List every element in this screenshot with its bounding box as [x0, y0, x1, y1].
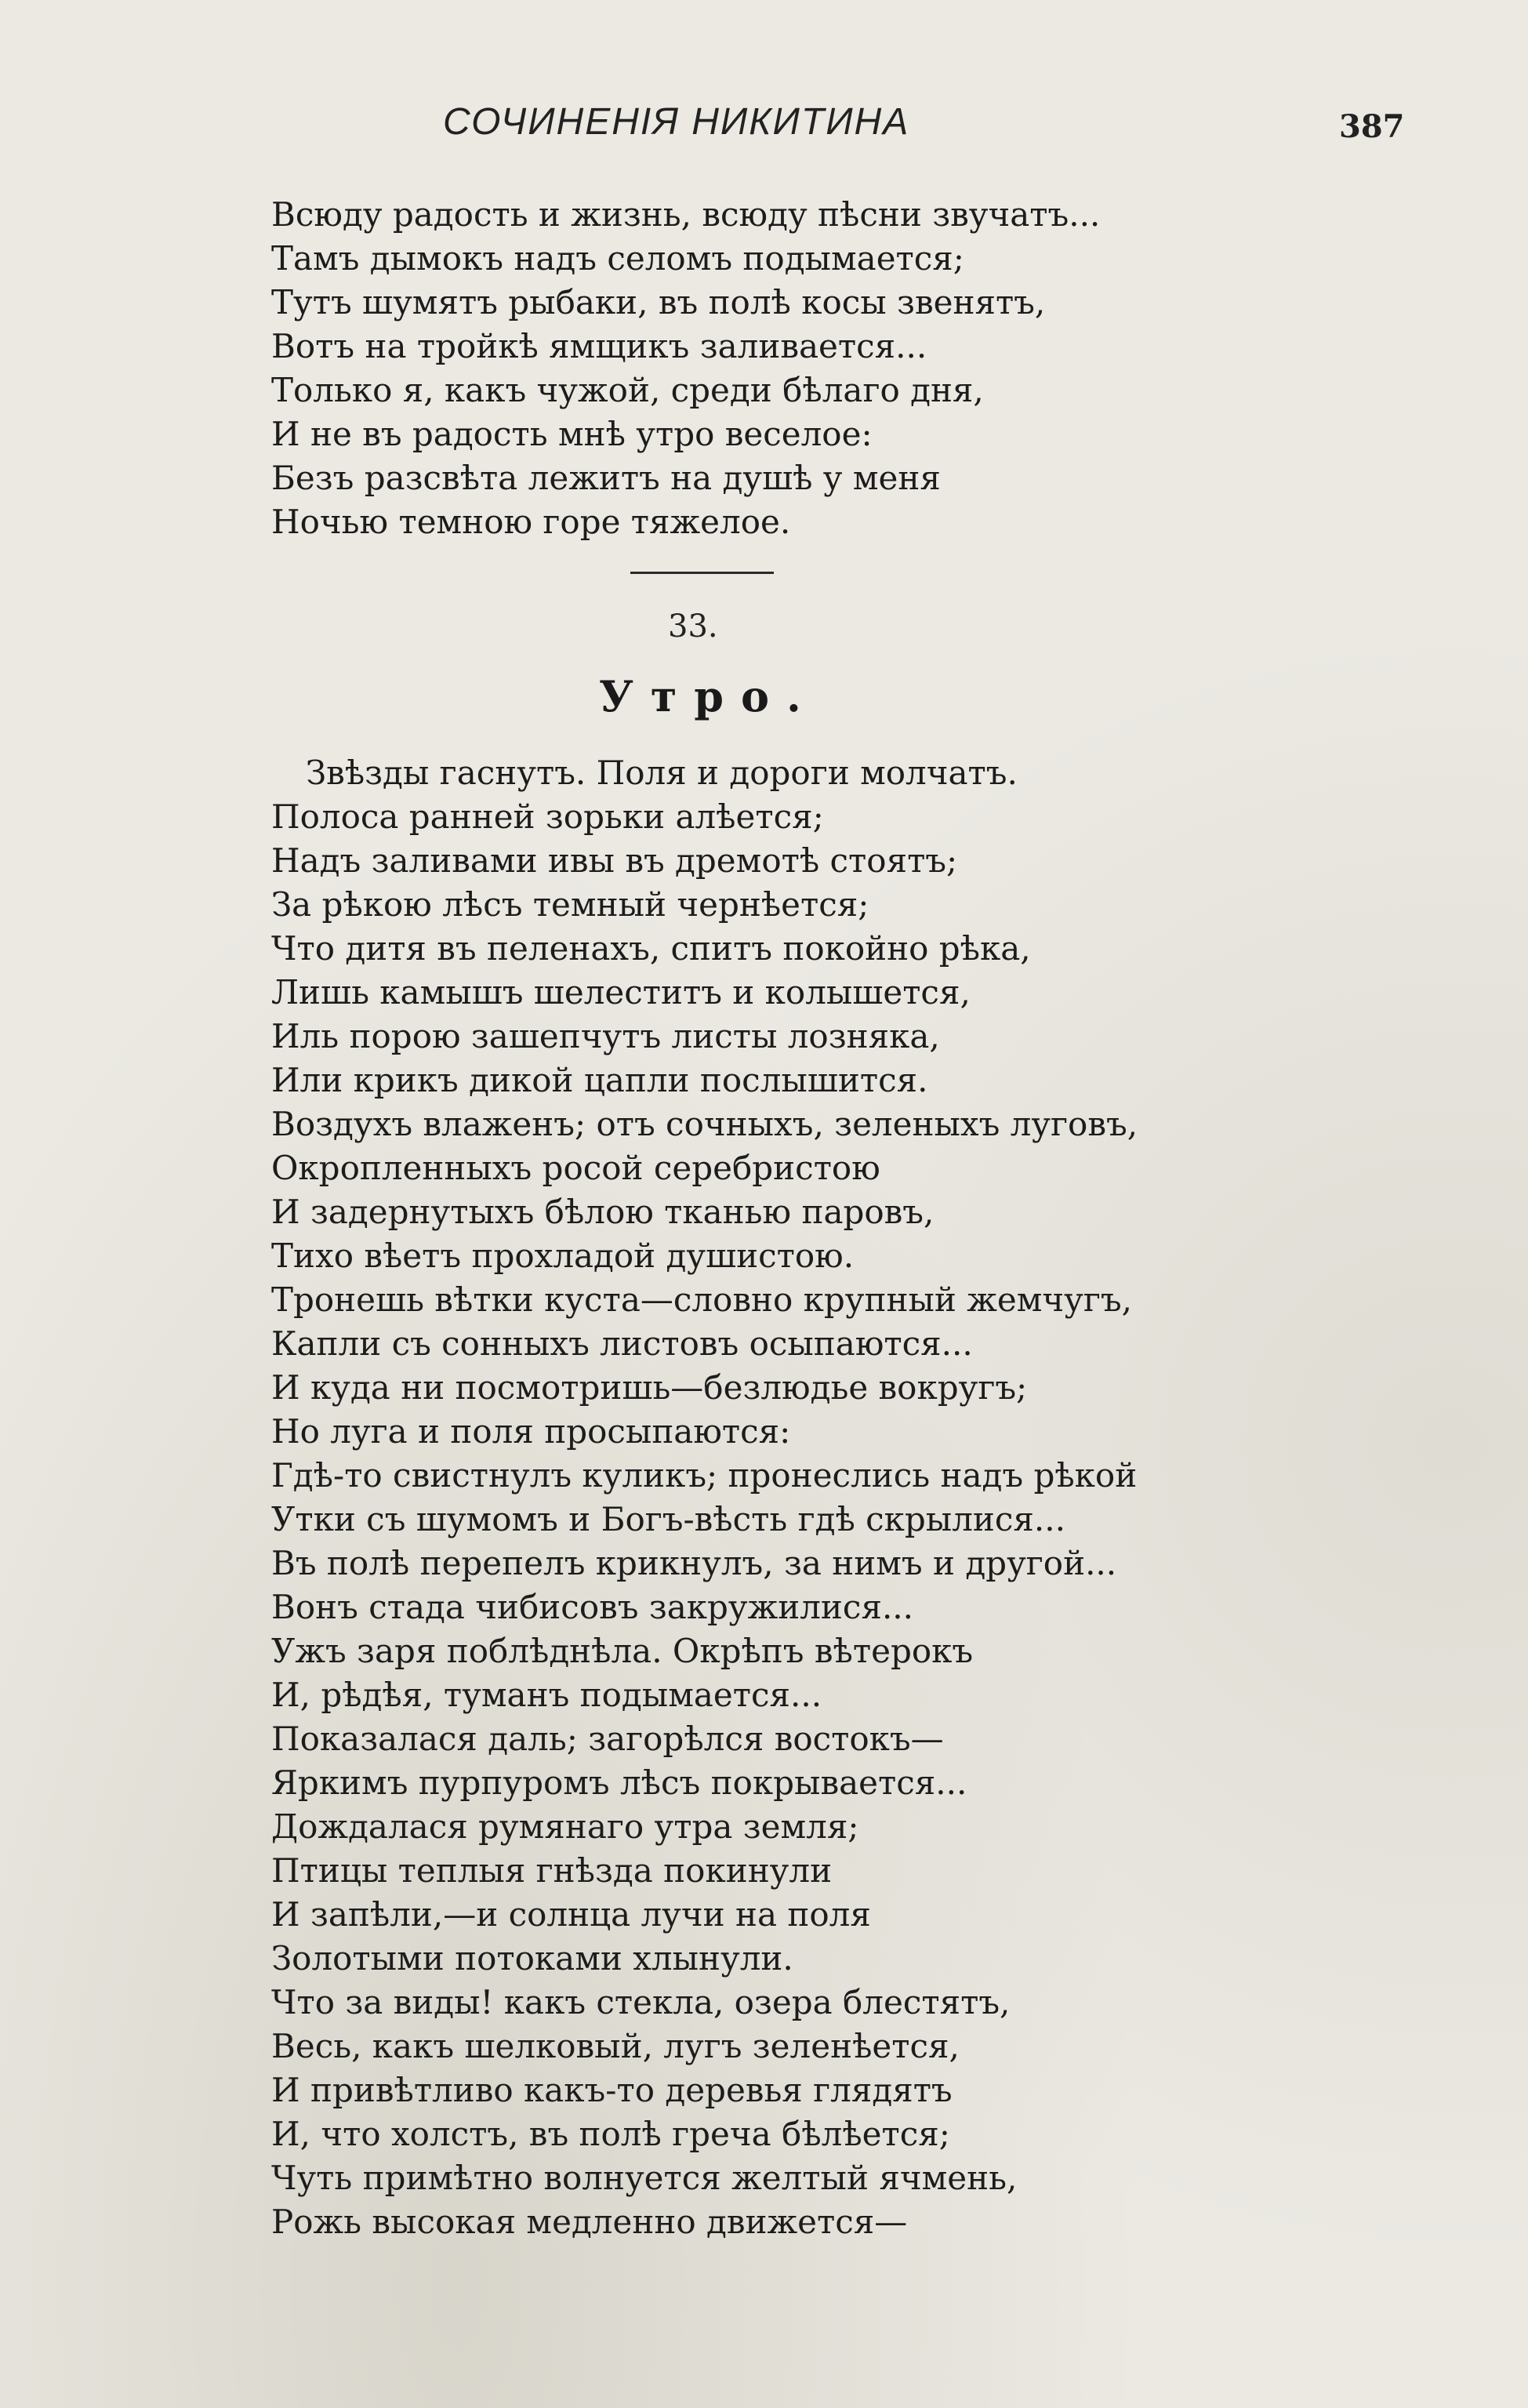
verse-line: Безъ разсвѣта лежитъ на душѣ у меня [271, 459, 941, 497]
verse-line: Тихо вѣетъ прохладой душистою. [271, 1237, 855, 1275]
section-divider [630, 572, 774, 574]
verse-line: Вонъ стада чибисовъ закружилися... [271, 1588, 913, 1626]
verse-line: Ночью темною горе тяжелое. [271, 503, 791, 541]
verse-line: Или крикъ дикой цапли послышится. [271, 1061, 928, 1099]
verse-line: Тамъ дымокъ надъ селомъ подымается; [271, 239, 964, 278]
poem-body [271, 751, 1138, 2244]
verse-line: И, рѣдѣя, туманъ подымается... [271, 1676, 822, 1714]
verse-line: Ужъ заря поблѣднѣла. Окрѣпъ вѣтерокъ [271, 1632, 974, 1670]
verse-line: Весь, какъ шелковый, лугъ зеленѣется, [271, 2027, 960, 2065]
previous-poem-ending [271, 193, 1100, 544]
verse-line: Показалася даль; загорѣлся востокъ— [271, 1720, 944, 1758]
verse-line: Тутъ шумятъ рыбаки, въ полѣ косы звенятъ, [271, 283, 1046, 321]
verse-line: Только я, какъ чужой, среди бѣлаго дня, [271, 371, 984, 409]
verse-line: Полоса ранней зорьки алѣется; [271, 797, 824, 836]
verse-line: И привѣтливо какъ-то деревья глядятъ [271, 2071, 953, 2109]
verse-line: Капли съ сонныхъ листовъ осыпаются... [271, 1324, 973, 1363]
verse-line: Что дитя въ пеленахъ, спитъ покойно рѣка, [271, 929, 1031, 968]
verse-line: Яркимъ пурпуромъ лѣсъ покрывается... [271, 1763, 967, 1802]
verse-line: Окропленныхъ росой серебристою [271, 1149, 880, 1187]
verse-line: Лишь камышъ шелеститъ и колышется, [271, 973, 971, 1012]
verse-line: Дождалася румянаго утра земля; [271, 1807, 859, 1846]
verse-line: И куда ни посмотришь—безлюдье вокругъ; [271, 1368, 1028, 1407]
page-number: 387 [1339, 108, 1405, 145]
verse-line: Всюду радость и жизнь, всюду пѣсни звучатъ... [271, 195, 1101, 234]
verse-line: И запѣли,—и солнца лучи на поля [271, 1895, 871, 1934]
verse-line: Рожь высокая медленно движется— [271, 2203, 908, 2241]
verse-line: Иль порою зашепчутъ листы лозняка, [271, 1017, 940, 1055]
verse-line: Гдѣ-то свистнулъ куликъ; пронеслись надъ рѣкой [271, 1456, 1138, 1495]
verse-line: Звѣзды гаснутъ. Поля и дороги молчатъ. [306, 754, 1018, 792]
verse-line: Въ полѣ перепелъ крикнулъ, за нимъ и другой... [271, 1544, 1117, 1582]
poem-number: 33. [668, 608, 718, 645]
verse-line: Утки съ шумомъ и Богъ-вѣсть гдѣ скрылися... [271, 1500, 1065, 1538]
verse-line: Что за виды! какъ стекла, озера блестятъ, [271, 1983, 1011, 2021]
verse-line: И задернутыхъ бѣлою тканью паровъ, [271, 1193, 935, 1231]
verse-line: Тронешь вѣтки куста—словно крупный жемчугъ, [271, 1280, 1132, 1319]
verse-line: Птицы теплыя гнѣзда покинули [271, 1851, 833, 1890]
poem-title: Утро. [599, 671, 818, 721]
running-title: СОЧИНЕНІЯ НИКИТИНА [443, 101, 910, 143]
verse-line: Надъ заливами ивы въ дремотѣ стоятъ; [271, 841, 958, 880]
verse-line: И не въ радость мнѣ утро веселое: [271, 415, 873, 453]
verse-line: Но луга и поля просыпаются: [271, 1412, 791, 1451]
verse-line: Воздухъ влаженъ; отъ сочныхъ, зеленыхъ луговъ, [271, 1105, 1138, 1143]
verse-line: За рѣкою лѣсъ темный чернѣется; [271, 885, 869, 924]
verse-line: Золотыми потоками хлынули. [271, 1939, 793, 1978]
verse-line: И, что холстъ, въ полѣ греча бѣлѣется; [271, 2115, 950, 2153]
verse-line: Чуть примѣтно волнуется желтый ячмень, [271, 2159, 1018, 2197]
verse-line: Вотъ на тройкѣ ямщикъ заливается... [271, 327, 927, 365]
